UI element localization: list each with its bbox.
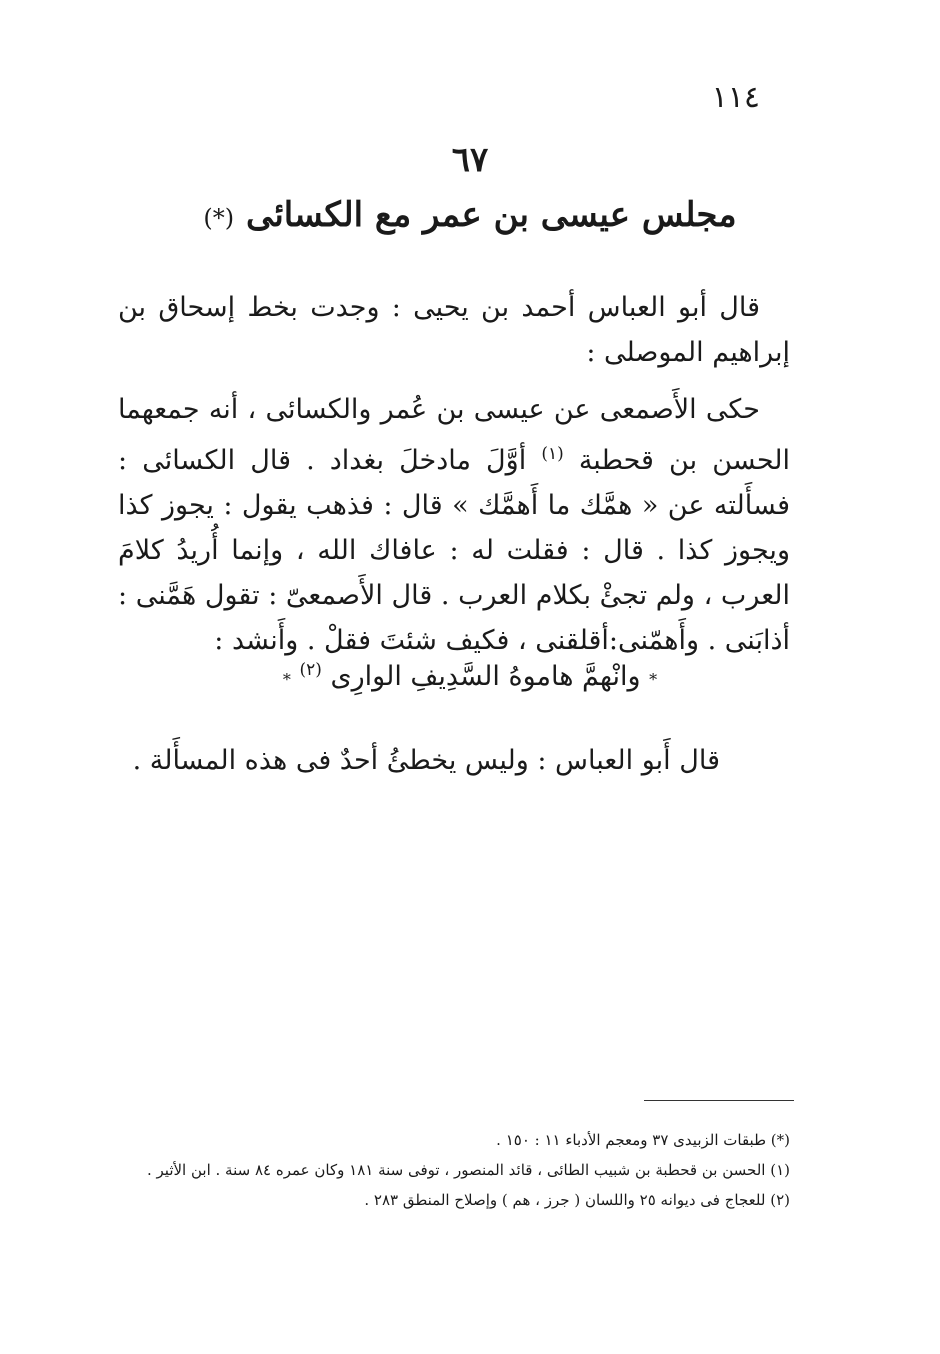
footnote-ref-2: (٢) (299, 660, 322, 680)
footnote-1: (١) الحسن بن قحطبة بن شبيب الطائى ، قائد المنصور ، توفى سنة ١٨١ وكان عمره ٨٤ سنة . ابن الأثير . (146, 1161, 790, 1179)
footnote-divider (644, 1100, 794, 1101)
story-paragraph (118, 387, 790, 663)
footnote-star: (*) طبقات الزبيدى ٣٧ ومعجم الأدباء ١١ : ١٥٠ . (496, 1131, 790, 1149)
verse-star-right: * (649, 670, 658, 689)
verse-line (0, 660, 940, 692)
footnote-ref-1: (١) (541, 444, 564, 464)
chapter-title-text: مجلس عيسى بن عمر مع الكسائى (245, 195, 737, 235)
section-number: ٦٧ (451, 140, 489, 180)
verse-text: وانْهمَّ هاموهُ السَّدِيفِ الوارِى (330, 661, 641, 692)
verse-star-left: * (282, 670, 291, 689)
footnote-2: (٢) للعجاج فى ديوانه ٢٥ واللسان ( جرز ، هم ) وإصلاح المنطق ٢٨٣ . (364, 1191, 790, 1209)
page-number: ١١٤ (711, 80, 760, 115)
footnotes (110, 1128, 790, 1218)
chapter-title-footnote-mark: (*) (203, 204, 235, 232)
story-part-2: أوَّلَ مادخلَ بغداد . قال الكسائى : فسأَلته عن « همَّك ما أَهمَّك » قال : فذهب يقول : يجوز كذا ويجوز كذا . قال : فقلت له : عافاك الله ، وإنما أُريدُ كلامَ العرب ، ولم تجئْ بكلام العرب . قال الأَصمعىّ : تقول هَمَّنى : أذابَنى . وأَهمّنى:أقلقنى ، فكيف شئتَ فقلْ . وأَنشد : (118, 445, 790, 656)
story-part-1: حكى الأَصمعى عن عيسى بن عُمر والكسائى ، أنه جمعهما الحسن بن قحطبة (118, 394, 790, 476)
chapter-title (0, 195, 940, 235)
intro-paragraph: قال أبو العباس أحمد بن يحيى : وجدت بخط إسحاق بن إبراهيم الموصلى : (118, 292, 790, 368)
closing-paragraph: قال أَبو العباس : وليس يخطئُ أحدٌ فى هذه المسأَلة . (132, 745, 720, 776)
